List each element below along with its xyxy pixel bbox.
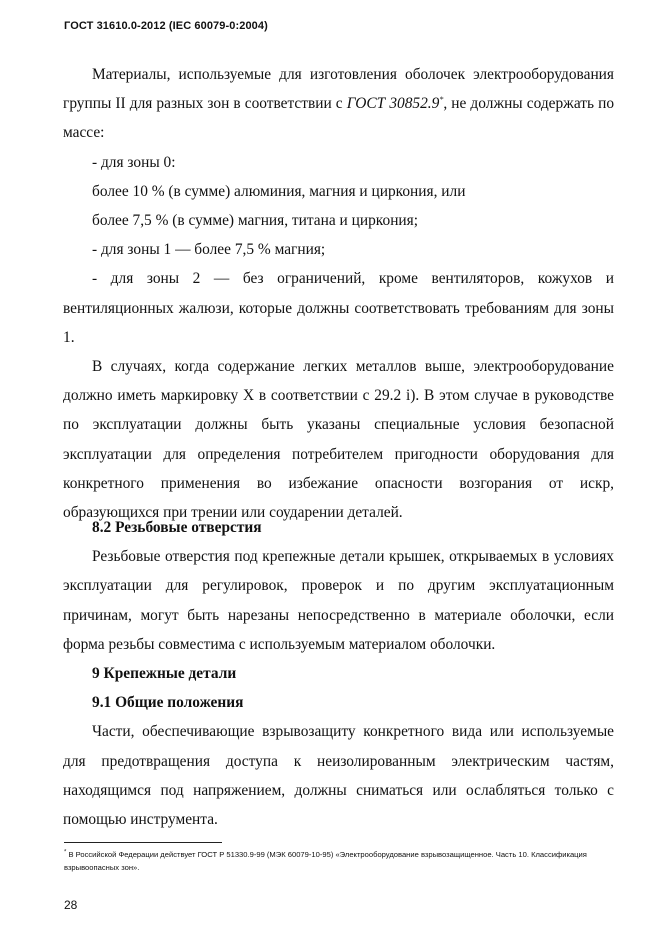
footnote: [64, 849, 616, 874]
footnote-divider: [64, 842, 222, 843]
heading-9-1: 9.1 Общие положения: [92, 694, 244, 712]
list-item-zone-0: - для зоны 0:: [92, 153, 176, 171]
heading-9: 9 Крепежные детали: [92, 665, 237, 683]
list-subitem-zone-0-a: более 10 % (в сумме) алюминия, магния и циркония, или: [92, 182, 466, 200]
paragraph-materials-text-end: , не должны содержать по массе:: [63, 95, 615, 142]
list-subitem-zone-0-b: более 7,5 % (в сумме) магния, титана и циркония;: [92, 212, 419, 230]
paragraph-materials-text: Материалы, используемые для изготовления оболочек электрооборудования группы II для разных зон в соответствии с: [63, 66, 614, 113]
list-item-zone-1: - для зоны 1 — более 7,5 % магния;: [92, 241, 326, 259]
list-item-zone-2: - для зоны 2 — без ограничений, кроме вентиляторов, кожухов и вентиляционных жалюзи, которые должны соответствовать требованиям для зоны 1.: [63, 270, 614, 346]
paragraph-fasteners-general: Части, обеспечивающие взрывозащиту конкретного вида или используемые для предотвращения доступа к неизолированным электрическим частям, находящимся под напряжением, должны сниматься или ослабляться только с помощью инструмента.: [63, 723, 614, 829]
footnote-mark: *: [64, 849, 67, 856]
footnote-marker: *: [439, 95, 444, 105]
body-text: [63, 60, 614, 527]
paragraph-threaded-holes: Резьбовые отверстия под крепежные детали крышек, открываемых в условиях эксплуатации для регулировок, проверок и по другим эксплуатационным причинам, могут быть нарезаны непосредственно в материале оболочки, если форма резьбы совместима с используемым материалом оболочки.: [63, 548, 614, 653]
running-header: ГОСТ 31610.0-2012 (IEC 60079-0:2004): [64, 20, 268, 32]
heading-8-2: 8.2 Резьбовые отверстия: [92, 519, 262, 536]
page-number: 28: [64, 898, 78, 912]
gost-reference: [347, 95, 444, 112]
footnote-text: В Российской Федерации действует ГОСТ Р 51330.9-99 (МЭК 60079-10-95) «Электрооборудование взрывозащищенное. Часть 10. Классификация взрывоопасных зон».: [64, 850, 587, 872]
gost-reference-text: ГОСТ 30852.9: [346, 95, 440, 113]
paragraph-materials: [63, 60, 614, 148]
section-8-2: [63, 513, 614, 834]
paragraph-light-metals: В случаях, когда содержание легких металлов выше, электрооборудование должно иметь маркировку X в соответствии с 29.2 i). В этом случае в руководстве по эксплуатации должны быть указаны специальные условия безопасной эксплуатации для определения потребителем пригодности оборудования для конкретного применения во избежание опасности возгорания от искр, образующихся при трении или соударении деталей.: [63, 358, 614, 522]
